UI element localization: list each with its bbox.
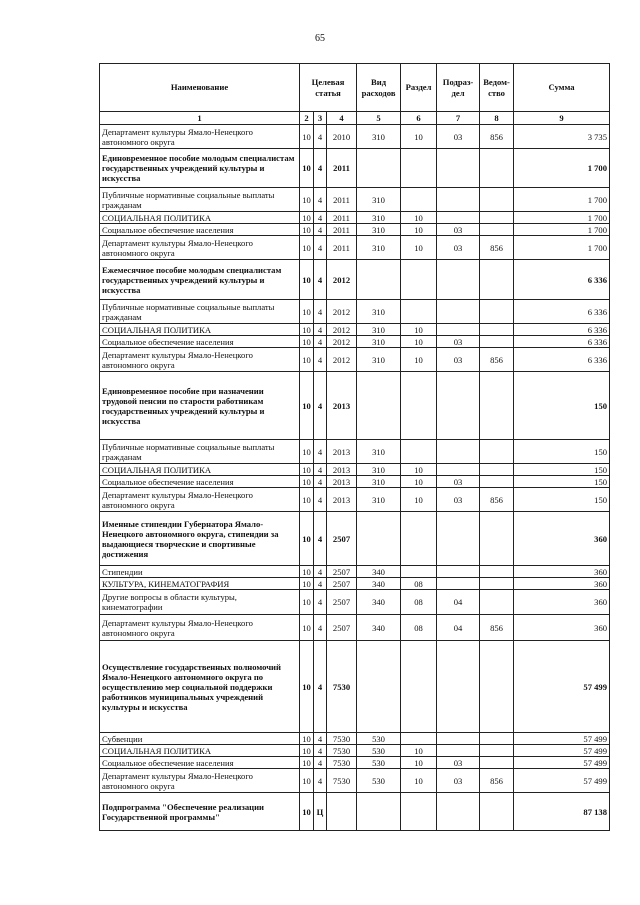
target-article-part1: 10 [300, 348, 314, 372]
column-number: 5 [357, 112, 401, 125]
row-name: СОЦИАЛЬНАЯ ПОЛИТИКА [100, 464, 300, 476]
target-article-part3: 7530 [327, 745, 357, 757]
target-article-part1: 10 [300, 757, 314, 769]
section-cell: 08 [401, 578, 437, 590]
expense-type-cell [357, 793, 401, 831]
sum-cell: 3 735 [514, 125, 610, 149]
target-article-part1: 10 [300, 641, 314, 733]
section-cell: 10 [401, 745, 437, 757]
table-row [100, 300, 610, 324]
target-article-part2: 4 [314, 590, 327, 615]
target-article-part3: 2011 [327, 188, 357, 212]
expense-type-cell: 530 [357, 769, 401, 793]
expense-type-cell [357, 372, 401, 440]
header-expense-type: Вид расходов [357, 64, 401, 112]
subsection-cell [437, 372, 480, 440]
target-article-part1: 10 [300, 476, 314, 488]
expense-type-cell: 310 [357, 188, 401, 212]
table-row [100, 793, 610, 831]
row-name: Департамент культуры Ямало-Ненецкого автономного округа [100, 488, 300, 512]
target-article-part2: 4 [314, 336, 327, 348]
target-article-part3: 2012 [327, 260, 357, 300]
table-row [100, 440, 610, 464]
expense-type-cell: 310 [357, 224, 401, 236]
target-article-part3: 2013 [327, 476, 357, 488]
sum-cell: 57 499 [514, 757, 610, 769]
table-row [100, 348, 610, 372]
table-row [100, 212, 610, 224]
header-name: Наименование [100, 64, 300, 112]
target-article-part2: 4 [314, 212, 327, 224]
target-article-part1: 10 [300, 224, 314, 236]
target-article-part3: 2507 [327, 615, 357, 641]
subsection-cell [437, 324, 480, 336]
target-article-part2: 4 [314, 464, 327, 476]
subsection-cell [437, 212, 480, 224]
row-name: Социальное обеспечение населения [100, 476, 300, 488]
row-name: Единовременное пособие молодым специалистам государственных учреждений культуры и искусства [100, 149, 300, 188]
row-name: Департамент культуры Ямало-Ненецкого автономного округа [100, 615, 300, 641]
section-cell: 10 [401, 769, 437, 793]
sum-cell: 1 700 [514, 212, 610, 224]
sum-cell: 150 [514, 464, 610, 476]
department-cell [480, 733, 514, 745]
section-cell: 10 [401, 464, 437, 476]
subsection-cell [437, 188, 480, 212]
table-row [100, 324, 610, 336]
target-article-part2: 4 [314, 236, 327, 260]
target-article-part1: 10 [300, 769, 314, 793]
expense-type-cell [357, 641, 401, 733]
column-number: 1 [100, 112, 300, 125]
header-sum: Сумма [514, 64, 610, 112]
department-cell [480, 476, 514, 488]
target-article-part1: 10 [300, 236, 314, 260]
target-article-part2: 4 [314, 733, 327, 745]
department-cell [480, 336, 514, 348]
section-cell: 10 [401, 212, 437, 224]
section-cell: 10 [401, 324, 437, 336]
subsection-cell [437, 260, 480, 300]
target-article-part2: 4 [314, 300, 327, 324]
section-cell: 10 [401, 348, 437, 372]
target-article-part1: 10 [300, 793, 314, 831]
target-article-part1: 10 [300, 512, 314, 566]
target-article-part2: 4 [314, 260, 327, 300]
column-number: 8 [480, 112, 514, 125]
target-article-part3: 2013 [327, 488, 357, 512]
section-cell: 10 [401, 125, 437, 149]
table-row [100, 236, 610, 260]
subsection-cell: 04 [437, 590, 480, 615]
target-article-part1: 10 [300, 336, 314, 348]
department-cell: 856 [480, 488, 514, 512]
department-cell [480, 300, 514, 324]
target-article-part3: 2013 [327, 440, 357, 464]
expense-type-cell: 340 [357, 578, 401, 590]
sum-cell: 150 [514, 476, 610, 488]
page-number: 65 [315, 33, 325, 44]
section-cell: 10 [401, 757, 437, 769]
expense-type-cell: 310 [357, 476, 401, 488]
sum-cell: 360 [514, 590, 610, 615]
department-cell [480, 149, 514, 188]
target-article-part2: 4 [314, 324, 327, 336]
section-cell: 10 [401, 336, 437, 348]
sum-cell: 360 [514, 578, 610, 590]
department-cell [480, 224, 514, 236]
sum-cell: 6 336 [514, 324, 610, 336]
subsection-cell: 03 [437, 336, 480, 348]
sum-cell: 150 [514, 440, 610, 464]
department-cell [480, 590, 514, 615]
table-row [100, 125, 610, 149]
target-article-part1: 10 [300, 733, 314, 745]
target-article-part1: 10 [300, 188, 314, 212]
column-number: 3 [314, 112, 327, 125]
target-article-part3: 2013 [327, 464, 357, 476]
department-cell: 856 [480, 348, 514, 372]
sum-cell: 150 [514, 372, 610, 440]
table-row [100, 566, 610, 578]
department-cell [480, 324, 514, 336]
row-name: Публичные нормативные социальные выплаты гражданам [100, 440, 300, 464]
target-article-part2: 4 [314, 149, 327, 188]
section-cell: 10 [401, 236, 437, 260]
target-article-part3: 2011 [327, 236, 357, 260]
column-number: 4 [327, 112, 357, 125]
target-article-part2: 4 [314, 348, 327, 372]
target-article-part2: 4 [314, 578, 327, 590]
target-article-part1: 10 [300, 440, 314, 464]
row-name: Социальное обеспечение населения [100, 757, 300, 769]
expense-type-cell: 310 [357, 488, 401, 512]
department-cell: 856 [480, 236, 514, 260]
table-row [100, 149, 610, 188]
table-row [100, 260, 610, 300]
header-row [100, 64, 610, 112]
budget-table [99, 63, 610, 831]
table-row [100, 745, 610, 757]
department-cell [480, 464, 514, 476]
subsection-cell: 03 [437, 224, 480, 236]
target-article-part2: 4 [314, 769, 327, 793]
expense-type-cell [357, 260, 401, 300]
department-cell [480, 757, 514, 769]
column-number: 2 [300, 112, 314, 125]
expense-type-cell: 310 [357, 336, 401, 348]
table-body [100, 125, 610, 831]
target-article-part2: 4 [314, 125, 327, 149]
row-name: Социальное обеспечение населения [100, 336, 300, 348]
subsection-cell: 03 [437, 488, 480, 512]
column-number: 7 [437, 112, 480, 125]
subsection-cell: 03 [437, 125, 480, 149]
row-name: Публичные нормативные социальные выплаты гражданам [100, 188, 300, 212]
sum-cell: 360 [514, 615, 610, 641]
target-article-part2: 4 [314, 476, 327, 488]
section-cell [401, 300, 437, 324]
target-article-part3: 2507 [327, 590, 357, 615]
row-name: Осуществление государственных полномочий Ямало-Ненецкого автономного округа по осуществлению мер социальной поддержки работников муниципальных учреждений культуры и искусства [100, 641, 300, 733]
subsection-cell: 04 [437, 615, 480, 641]
sum-cell: 1 700 [514, 236, 610, 260]
sum-cell: 57 499 [514, 769, 610, 793]
target-article-part1: 10 [300, 260, 314, 300]
sum-cell: 1 700 [514, 188, 610, 212]
row-name: Ежемесячное пособие молодым специалистам государственных учреждений культуры и искусства [100, 260, 300, 300]
department-cell [480, 566, 514, 578]
subsection-cell: 03 [437, 348, 480, 372]
expense-type-cell: 340 [357, 615, 401, 641]
header-subsection: Подраз-дел [437, 64, 480, 112]
table-row [100, 188, 610, 212]
row-name: КУЛЬТУРА, КИНЕМАТОГРАФИЯ [100, 578, 300, 590]
section-cell [401, 566, 437, 578]
section-cell [401, 793, 437, 831]
sum-cell: 1 700 [514, 224, 610, 236]
table-row [100, 224, 610, 236]
expense-type-cell [357, 512, 401, 566]
sum-cell: 150 [514, 488, 610, 512]
expense-type-cell: 310 [357, 212, 401, 224]
row-name: Департамент культуры Ямало-Ненецкого автономного округа [100, 125, 300, 149]
subsection-cell: 03 [437, 769, 480, 793]
target-article-part1: 10 [300, 212, 314, 224]
target-article-part2: 4 [314, 224, 327, 236]
target-article-part2: 4 [314, 615, 327, 641]
target-article-part3: 2012 [327, 348, 357, 372]
expense-type-cell: 310 [357, 300, 401, 324]
section-cell: 08 [401, 615, 437, 641]
target-article-part3: 2012 [327, 324, 357, 336]
subsection-cell [437, 440, 480, 464]
target-article-part3: 2507 [327, 512, 357, 566]
sum-cell: 360 [514, 512, 610, 566]
target-article-part3: 2507 [327, 578, 357, 590]
target-article-part1: 10 [300, 566, 314, 578]
subsection-cell [437, 578, 480, 590]
target-article-part3: 2012 [327, 300, 357, 324]
section-cell [401, 260, 437, 300]
section-cell: 10 [401, 224, 437, 236]
table-row [100, 464, 610, 476]
row-name: Департамент культуры Ямало-Ненецкого автономного округа [100, 348, 300, 372]
target-article-part2: Ц [314, 793, 327, 831]
target-article-part2: 4 [314, 512, 327, 566]
table-row [100, 488, 610, 512]
target-article-part3 [327, 793, 357, 831]
sum-cell: 6 336 [514, 260, 610, 300]
department-cell: 856 [480, 125, 514, 149]
row-name: Единовременное пособие при назначении трудовой пенсии по старости работникам государственных учреждений культуры и искусства [100, 372, 300, 440]
department-cell [480, 793, 514, 831]
expense-type-cell: 310 [357, 348, 401, 372]
row-name: Департамент культуры Ямало-Ненецкого автономного округа [100, 236, 300, 260]
target-article-part3: 2507 [327, 566, 357, 578]
target-article-part3: 7530 [327, 641, 357, 733]
sum-cell: 360 [514, 566, 610, 578]
target-article-part1: 10 [300, 488, 314, 512]
table-row [100, 615, 610, 641]
target-article-part3: 2011 [327, 212, 357, 224]
subsection-cell [437, 512, 480, 566]
subsection-cell: 03 [437, 476, 480, 488]
target-article-part3: 7530 [327, 757, 357, 769]
section-cell: 08 [401, 590, 437, 615]
table-row [100, 476, 610, 488]
expense-type-cell: 340 [357, 590, 401, 615]
target-article-part1: 10 [300, 590, 314, 615]
target-article-part3: 7530 [327, 733, 357, 745]
sum-cell: 57 499 [514, 641, 610, 733]
sum-cell: 6 336 [514, 348, 610, 372]
sum-cell: 57 499 [514, 733, 610, 745]
table-row [100, 512, 610, 566]
row-name: Подпрограмма "Обеспечение реализации Государственной программы" [100, 793, 300, 831]
table-row [100, 757, 610, 769]
subsection-cell [437, 793, 480, 831]
sum-cell: 6 336 [514, 336, 610, 348]
table-row [100, 769, 610, 793]
sum-cell: 87 138 [514, 793, 610, 831]
section-cell [401, 512, 437, 566]
department-cell [480, 212, 514, 224]
department-cell [480, 745, 514, 757]
target-article-part3: 7530 [327, 769, 357, 793]
department-cell [480, 188, 514, 212]
target-article-part2: 4 [314, 488, 327, 512]
row-name: Другие вопросы в области культуры, кинематографии [100, 590, 300, 615]
row-name: СОЦИАЛЬНАЯ ПОЛИТИКА [100, 745, 300, 757]
department-cell [480, 641, 514, 733]
section-cell [401, 149, 437, 188]
target-article-part1: 10 [300, 578, 314, 590]
sum-cell: 57 499 [514, 745, 610, 757]
row-name: СОЦИАЛЬНАЯ ПОЛИТИКА [100, 212, 300, 224]
target-article-part1: 10 [300, 300, 314, 324]
section-cell: 10 [401, 476, 437, 488]
sum-cell: 1 700 [514, 149, 610, 188]
department-cell: 856 [480, 615, 514, 641]
subsection-cell: 03 [437, 757, 480, 769]
target-article-part3: 2012 [327, 336, 357, 348]
target-article-part2: 4 [314, 641, 327, 733]
subsection-cell [437, 566, 480, 578]
department-cell [480, 372, 514, 440]
column-number-row [100, 112, 610, 125]
department-cell [480, 578, 514, 590]
expense-type-cell: 310 [357, 236, 401, 260]
row-name: Именные стипендии Губернатора Ямало-Ненецкого автономного округа, стипендии за выдающиеся творческие и спортивные достижения [100, 512, 300, 566]
target-article-part2: 4 [314, 745, 327, 757]
table-row [100, 578, 610, 590]
target-article-part3: 2011 [327, 149, 357, 188]
section-cell [401, 641, 437, 733]
target-article-part3: 2013 [327, 372, 357, 440]
row-name: СОЦИАЛЬНАЯ ПОЛИТИКА [100, 324, 300, 336]
section-cell [401, 733, 437, 745]
target-article-part2: 4 [314, 372, 327, 440]
table-row [100, 336, 610, 348]
target-article-part1: 10 [300, 615, 314, 641]
row-name: Публичные нормативные социальные выплаты гражданам [100, 300, 300, 324]
header-section: Раздел [401, 64, 437, 112]
target-article-part2: 4 [314, 440, 327, 464]
department-cell [480, 440, 514, 464]
department-cell [480, 260, 514, 300]
target-article-part3: 2011 [327, 224, 357, 236]
target-article-part1: 10 [300, 464, 314, 476]
subsection-cell: 03 [437, 236, 480, 260]
target-article-part2: 4 [314, 566, 327, 578]
subsection-cell [437, 641, 480, 733]
header-department: Ведом-ство [480, 64, 514, 112]
column-number: 6 [401, 112, 437, 125]
header-target-article: Целевая статья [300, 64, 357, 112]
section-cell [401, 440, 437, 464]
expense-type-cell: 530 [357, 733, 401, 745]
expense-type-cell: 340 [357, 566, 401, 578]
department-cell [480, 512, 514, 566]
row-name: Департамент культуры Ямало-Ненецкого автономного округа [100, 769, 300, 793]
table-row [100, 372, 610, 440]
target-article-part2: 4 [314, 757, 327, 769]
sum-cell: 6 336 [514, 300, 610, 324]
section-cell [401, 372, 437, 440]
expense-type-cell: 310 [357, 324, 401, 336]
department-cell: 856 [480, 769, 514, 793]
target-article-part1: 10 [300, 745, 314, 757]
expense-type-cell: 310 [357, 125, 401, 149]
subsection-cell [437, 300, 480, 324]
expense-type-cell: 530 [357, 745, 401, 757]
subsection-cell [437, 464, 480, 476]
expense-type-cell: 530 [357, 757, 401, 769]
subsection-cell [437, 733, 480, 745]
row-name: Социальное обеспечение населения [100, 224, 300, 236]
target-article-part1: 10 [300, 149, 314, 188]
target-article-part2: 4 [314, 188, 327, 212]
table-row [100, 590, 610, 615]
expense-type-cell [357, 149, 401, 188]
row-name: Субвенции [100, 733, 300, 745]
target-article-part1: 10 [300, 125, 314, 149]
subsection-cell [437, 149, 480, 188]
table-row [100, 733, 610, 745]
target-article-part3: 2010 [327, 125, 357, 149]
section-cell [401, 188, 437, 212]
table-row [100, 641, 610, 733]
expense-type-cell: 310 [357, 464, 401, 476]
target-article-part1: 10 [300, 372, 314, 440]
target-article-part1: 10 [300, 324, 314, 336]
subsection-cell [437, 745, 480, 757]
row-name: Стипендии [100, 566, 300, 578]
expense-type-cell: 310 [357, 440, 401, 464]
section-cell: 10 [401, 488, 437, 512]
column-number: 9 [514, 112, 610, 125]
